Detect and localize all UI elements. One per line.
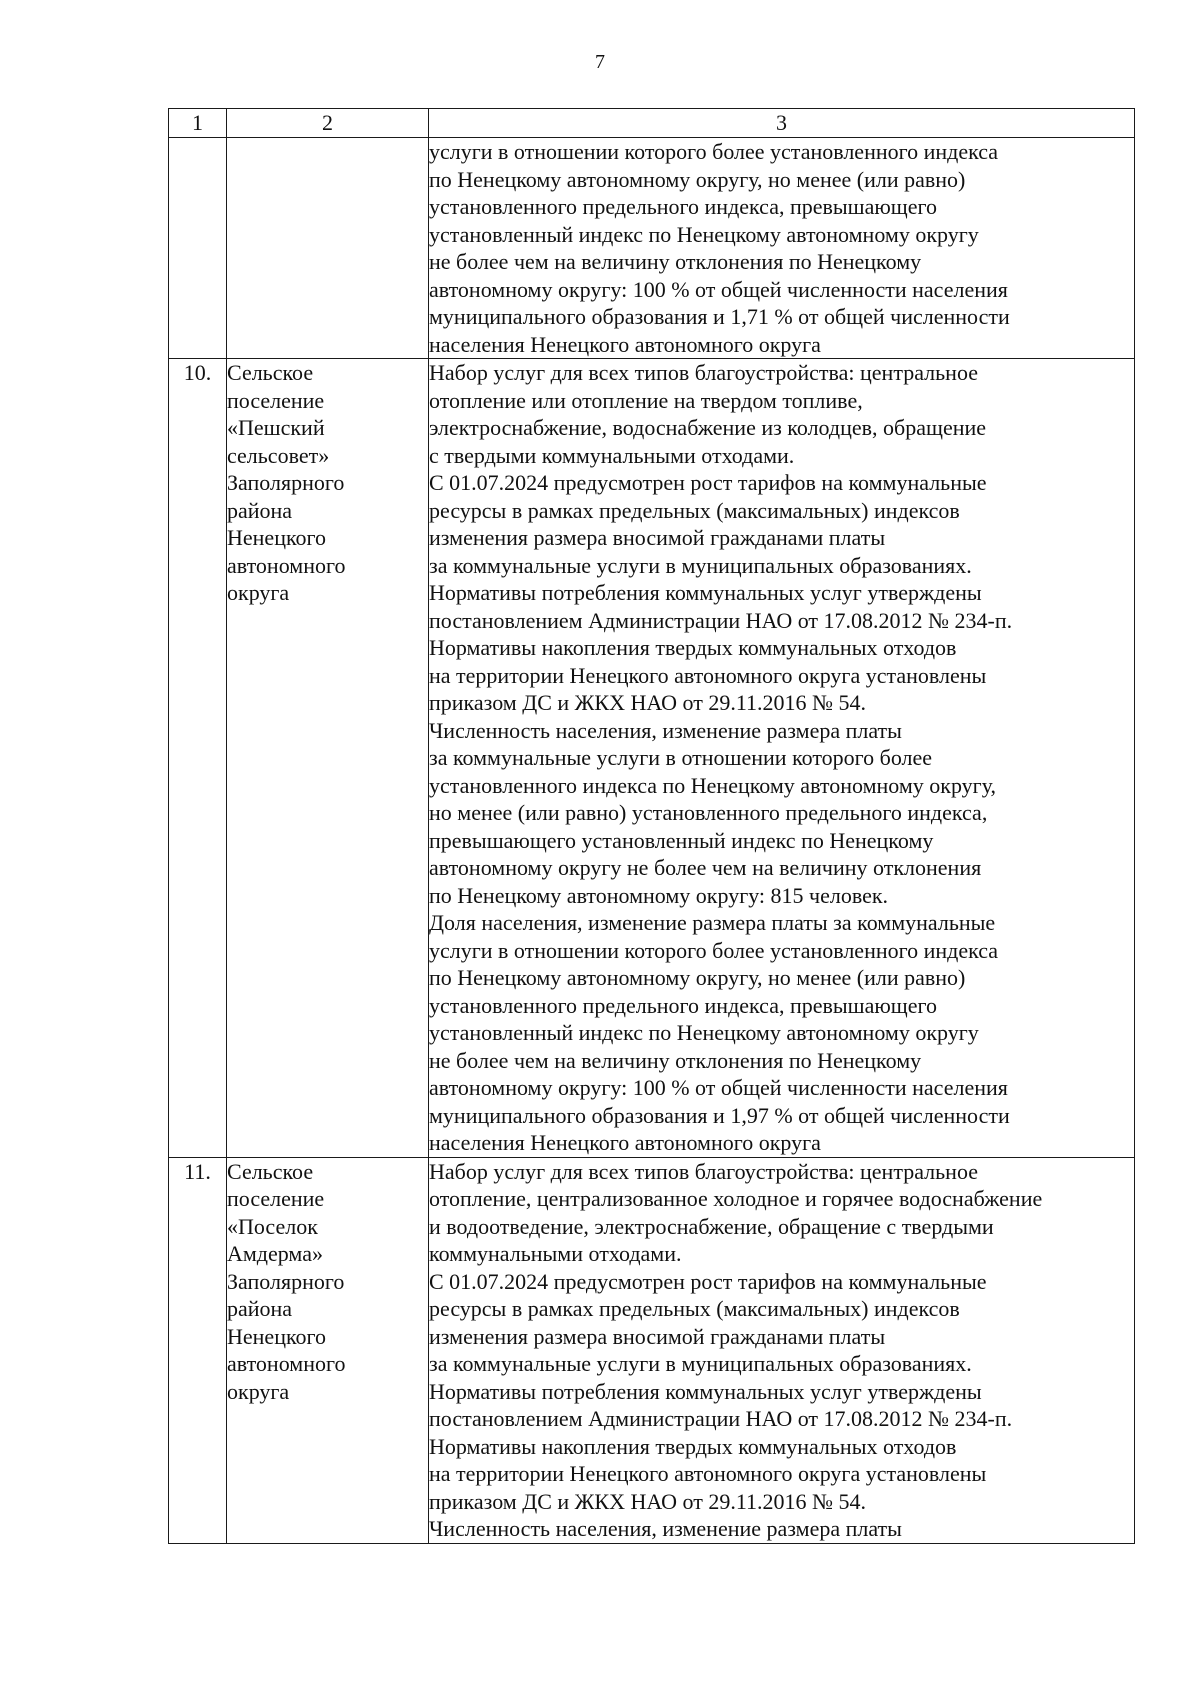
description-line: ресурсы в рамках предельных (максимальных) индексов	[429, 1296, 960, 1321]
table-row-continuation	[169, 138, 1135, 359]
description-line: по Ненецкому автономному округу, но менее (или равно)	[429, 965, 966, 990]
description-line: Нормативы накопления твердых коммунальных отходов	[429, 635, 957, 660]
municipality-name	[227, 138, 429, 359]
description-line: с твердыми коммунальными отходами.	[429, 442, 795, 468]
description-line: услуги в отношении которого более установленного индекса	[429, 139, 999, 164]
description-line: муниципального образования и 1,97 % от общей численности	[429, 1102, 1010, 1128]
municipality-name-line: поселение	[227, 1186, 325, 1211]
description-line: превышающего установленный индекс по Ненецкому	[429, 827, 934, 853]
municipality-name-line: «Пешский	[227, 415, 325, 440]
row-number: 11.	[169, 1157, 227, 1543]
municipality-name-line: Амдерма»	[227, 1241, 323, 1266]
description-line: за коммунальные услуги в отношении которого более	[429, 745, 933, 770]
description-line: Доля населения, изменение размера платы за коммунальные	[429, 910, 996, 935]
description-line: установленный индекс по Ненецкому автономному округу	[429, 221, 979, 247]
municipality-name	[227, 1157, 429, 1543]
description-line: на территории Ненецкого автономного округа установлены	[429, 662, 987, 688]
description-line: автономному округу: 100 % от общей численности населения	[429, 276, 1008, 302]
municipality-name-line: поселение	[227, 387, 325, 413]
municipality-name-line: округа	[227, 580, 290, 605]
description-line: Численность населения, изменение размера платы	[429, 1516, 902, 1541]
description-line: установленный индекс по Ненецкому автономному округу	[429, 1020, 979, 1045]
description-line: установленного предельного индекса, превышающего	[429, 194, 937, 219]
column-header-2: 2	[227, 109, 429, 138]
description-line: Набор услуг для всех типов благоустройства: центральное	[429, 360, 978, 385]
description-line: по Ненецкому автономному округу, но менее (или равно)	[429, 166, 966, 192]
municipality-name-line: Заполярного	[227, 1268, 345, 1294]
description-line: населения Ненецкого автономного округа	[429, 1130, 821, 1155]
municipality-name-line: Сельское	[227, 1158, 314, 1184]
municipality-name-line: Сельское	[227, 360, 314, 385]
page-number: 7	[595, 51, 605, 73]
description-line: за коммунальные услуги в муниципальных образованиях.	[429, 1351, 972, 1376]
municipality-name-line: Заполярного	[227, 470, 345, 495]
description-line: коммунальными отходами.	[429, 1241, 682, 1266]
tariff-table	[168, 108, 1135, 1544]
municipality-name-line: района	[227, 1296, 293, 1321]
municipality-name	[227, 359, 429, 1158]
description-line: электроснабжение, водоснабжение из колодцев, обращение	[429, 415, 987, 440]
description-line: Нормативы накопления твердых коммунальных отходов	[429, 1433, 957, 1459]
row-number	[169, 138, 227, 359]
description-line: автономному округу не более чем на величину отклонения	[429, 855, 982, 880]
description-line: ресурсы в рамках предельных (максимальных) индексов	[429, 497, 960, 523]
description-line: изменения размера вносимой гражданами платы	[429, 525, 886, 550]
services-description	[429, 138, 1135, 359]
table-row	[169, 359, 1135, 1158]
description-line: по Ненецкому автономному округу: 815 человек.	[429, 882, 889, 908]
description-line: постановлением Администрации НАО от 17.08.2012 № 234-п.	[429, 607, 1013, 633]
description-line: за коммунальные услуги в муниципальных образованиях.	[429, 552, 972, 578]
municipality-name-line: «Поселок	[227, 1213, 318, 1239]
description-line: на территории Ненецкого автономного округа установлены	[429, 1461, 987, 1486]
table-row	[169, 1157, 1135, 1543]
row-number: 10.	[169, 359, 227, 1158]
description-line: постановлением Администрации НАО от 17.08.2012 № 234-п.	[429, 1406, 1013, 1431]
description-line: Численность населения, изменение размера платы	[429, 717, 902, 743]
municipality-name-line: района	[227, 497, 293, 523]
description-line: Нормативы потребления коммунальных услуг утверждены	[429, 580, 982, 605]
description-line: но менее (или равно) установленного предельного индекса,	[429, 800, 988, 825]
services-description	[429, 359, 1135, 1158]
description-line: изменения размера вносимой гражданами платы	[429, 1323, 886, 1349]
description-line: не более чем на величину отклонения по Ненецкому	[429, 1047, 922, 1073]
column-header-1: 1	[169, 109, 227, 138]
description-line: автономному округу: 100 % от общей численности населения	[429, 1075, 1008, 1100]
description-line: населения Ненецкого автономного округа	[429, 331, 821, 357]
description-line: муниципального образования и 1,71 % от общей численности	[429, 304, 1010, 329]
services-description	[429, 1157, 1135, 1543]
description-line: не более чем на величину отклонения по Ненецкому	[429, 249, 922, 274]
description-line: отопление, централизованное холодное и горячее водоснабжение	[429, 1186, 1043, 1211]
description-line: С 01.07.2024 предусмотрен рост тарифов на коммунальные	[429, 1268, 987, 1294]
municipality-name-line: Ненецкого	[227, 525, 327, 550]
description-line: Набор услуг для всех типов благоустройства: центральное	[429, 1158, 978, 1184]
description-line: приказом ДС и ЖКХ НАО от 29.11.2016 № 54.	[429, 1488, 867, 1514]
description-line: приказом ДС и ЖКХ НАО от 29.11.2016 № 54.	[429, 690, 867, 715]
municipality-name-line: Ненецкого	[227, 1323, 327, 1349]
description-line: отопление или отопление на твердом топливе,	[429, 387, 863, 413]
municipality-name-line: округа	[227, 1378, 290, 1404]
municipality-name-line: автономного	[227, 552, 346, 578]
description-line: Нормативы потребления коммунальных услуг утверждены	[429, 1378, 982, 1404]
description-line: установленного индекса по Ненецкому автономному округу,	[429, 772, 997, 798]
description-line: услуги в отношении которого более установленного индекса	[429, 937, 999, 963]
column-header-3: 3	[429, 109, 1135, 138]
municipality-name-line: сельсовет»	[227, 442, 330, 468]
description-line: С 01.07.2024 предусмотрен рост тарифов на коммунальные	[429, 470, 987, 495]
description-line: установленного предельного индекса, превышающего	[429, 992, 937, 1018]
municipality-name-line: автономного	[227, 1351, 346, 1376]
description-line: и водоотведение, электроснабжение, обращение с твердыми	[429, 1213, 994, 1239]
table-header-row	[169, 109, 1135, 138]
